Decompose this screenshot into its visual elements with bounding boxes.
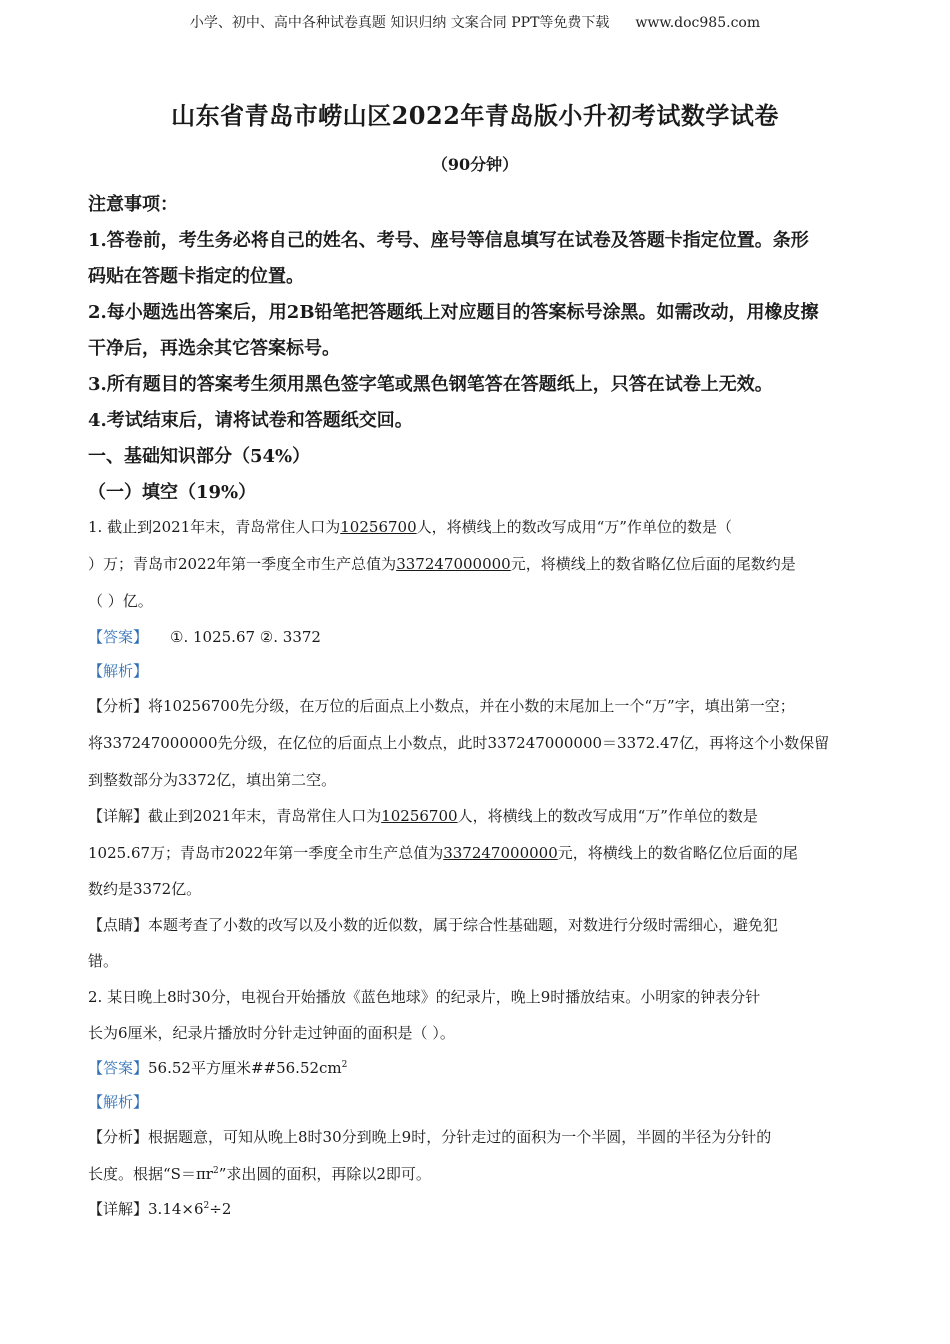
- q1-dianjing-2: 错。: [88, 952, 119, 970]
- underlined-number: 337247000000: [443, 844, 558, 862]
- q1-answer: 【答案】 ①. 1025.67 ②. 3372: [88, 628, 321, 646]
- q2-jiexi-tag: 【解析】: [88, 1093, 149, 1111]
- header-url[interactable]: www.doc985.com: [635, 15, 761, 31]
- notice-line-5: 3.所有题目的答案考生须用黑色签字笔或黑色钢笔答在答题纸上，只答在试卷上无效。: [88, 374, 773, 395]
- q1-line-3: （ ）亿。: [88, 592, 153, 610]
- q2-line-2: 长为6厘米，纪录片播放时分针走过钟面的面积是（ ）。: [88, 1024, 455, 1042]
- exam-title: 山东省青岛市崂山区2022年青岛版小升初考试数学试卷: [171, 101, 779, 130]
- q1-fenxi-2: 将337247000000先分级，在亿位的后面点上小数点，此时337247000000＝3372.47亿，再将这个小数保留: [88, 734, 830, 752]
- q2-line-1: 2. 某日晚上8时30分，电视台开始播放《蓝色地球》的纪录片，晚上9时播放结束。小明家的钟表分针: [88, 988, 761, 1006]
- exam-duration: （90分钟）: [431, 155, 519, 174]
- xiangjie-tag: 【详解】: [88, 807, 149, 825]
- q1-xiangjie-3: 数约是3372亿。: [88, 880, 202, 898]
- q1-jiexi-tag: 【解析】: [88, 662, 149, 680]
- notice-line-4: 干净后，再选余其它答案标号。: [88, 338, 340, 359]
- q1-xiangjie-2: 1025.67万；青岛市2022年第一季度全市生产总值为337247000000元，将横线上的数省略亿位后面的尾: [88, 844, 798, 862]
- notice-line-1: 1.答卷前，考生务必将自己的姓名、考号、座号等信息填写在试卷及答题卡指定位置。条形: [88, 230, 809, 251]
- q2-answer: 【答案】56.52平方厘米$\#\#56.52cm^2$: [88, 1059, 348, 1077]
- q1-line-2: ）万；青岛市2022年第一季度全市生产总值为337247000000元，将横线上的数省略亿位后面的尾数约是: [88, 555, 796, 573]
- underlined-number: 10256700: [340, 518, 417, 536]
- notice-line-3: 2.每小题选出答案后，用2B铅笔把答题纸上对应题目的答案标号涂黑。如需改动，用橡皮擦: [88, 302, 819, 323]
- q2-fenxi-1: 【分析】根据题意，可知从晚上8时30分到晚上9时，分针走过的面积为一个半圆，半圆的半径为分针的: [88, 1128, 772, 1146]
- q1-fenxi-1: 【分析】将10256700先分级，在万位的后面点上小数点，并在小数的末尾加上一个“万”字，填出第一空；: [88, 697, 795, 715]
- answer-tag: 【答案】: [88, 1059, 149, 1077]
- q1-xiangjie-1: 【详解】截止到2021年末，青岛常住人口为10256700人，将横线上的数改写成用“万”作单位的数是: [88, 807, 758, 825]
- notice-line-2: 码贴在答题卡指定的位置。: [88, 266, 304, 287]
- q1-line-1: 1. 截止到2021年末，青岛常住人口为10256700人，将横线上的数改写成用“万”作单位的数是（: [88, 518, 732, 536]
- xiangjie-tag: 【详解】: [88, 1200, 149, 1218]
- notice-line-6: 4.考试结束后，请将试卷和答题纸交回。: [88, 410, 413, 431]
- answer-tag: 【答案】: [88, 628, 149, 646]
- header-text: 小学、初中、高中各种试卷真题 知识归纳 文案合同 PPT等免费下载: [189, 15, 610, 31]
- q2-fenxi-2: 长度。根据“$S=\pi r^2$”求出圆的面积，再除以2即可。: [88, 1165, 431, 1183]
- subsection-heading: （一）填空（19%）: [88, 482, 257, 503]
- dianjing-tag: 【点睛】: [88, 916, 149, 934]
- underlined-number: 10256700: [381, 807, 458, 825]
- section-heading: 一、基础知识部分（54%）: [88, 446, 311, 467]
- fenxi-tag: 【分析】: [88, 1128, 149, 1146]
- q2-xiangjie-1: 【详解】$3.14\times 6^2\div 2$: [88, 1200, 232, 1218]
- underlined-number: 337247000000: [396, 555, 511, 573]
- notice-heading: 注意事项：: [88, 194, 178, 215]
- q1-dianjing-1: 【点睛】本题考查了小数的改写以及小数的近似数，属于综合性基础题，对数进行分级时需细心，避免犯: [88, 916, 779, 934]
- q1-fenxi-3: 到整数部分为3372亿，填出第二空。: [88, 771, 337, 789]
- page-header: [0, 12, 950, 32]
- fenxi-tag: 【分析】: [88, 697, 149, 715]
